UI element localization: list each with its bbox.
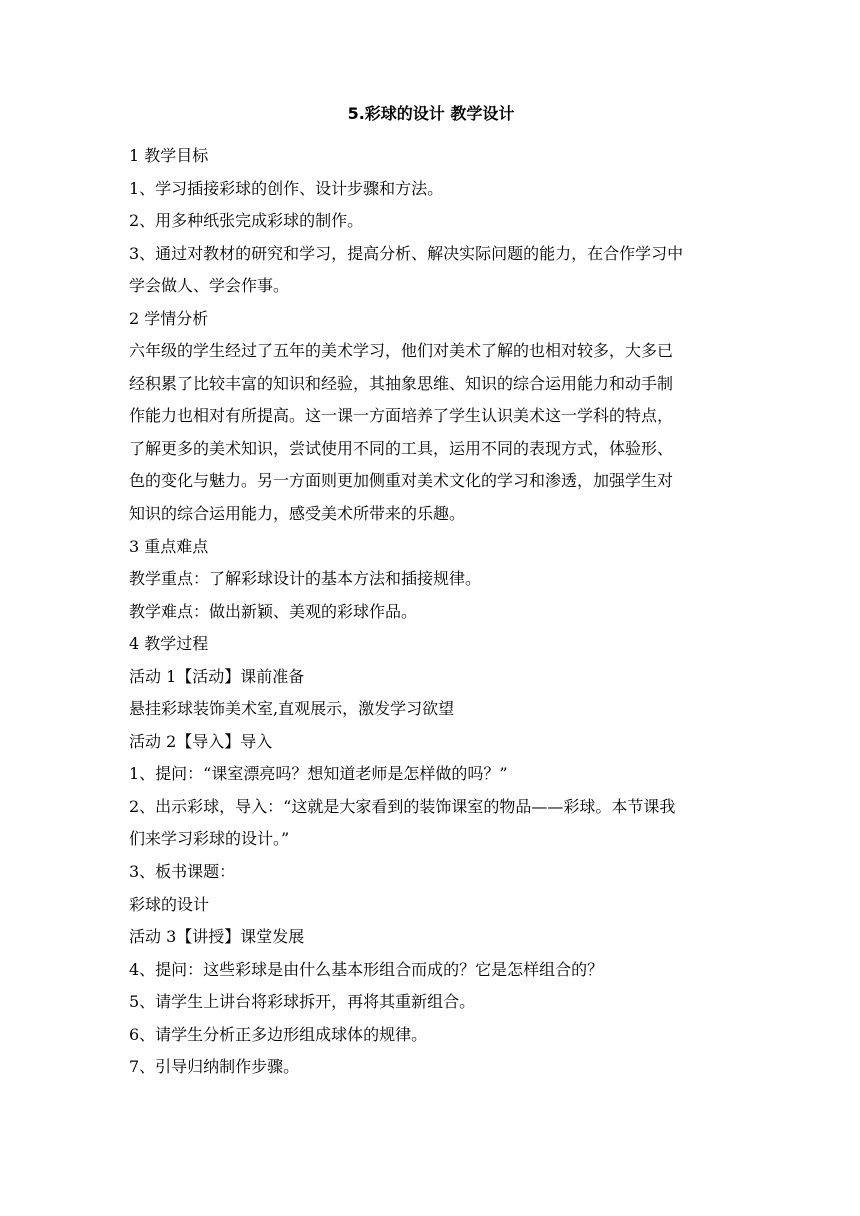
heading-teaching-process: 4 教学过程: [129, 634, 209, 654]
paragraph-line: 们来学习彩球的设计。”: [129, 829, 290, 849]
paragraph-line: 六年级的学生经过了五年的美术学习，他们对美术了解的也相对较多，大多已: [129, 341, 674, 361]
heading-student-analysis: 2 学情分析: [129, 308, 209, 328]
paragraph-line: 教学重点：了解彩球设计的基本方法和插接规律。: [129, 569, 482, 589]
paragraph-line: 色的变化与魅力。另一方面则更加侧重对美术文化的学习和渗透，加强学生对: [129, 471, 674, 491]
paragraph-line: 2、用多种纸张完成彩球的制作。: [129, 211, 364, 231]
paragraph-line: 1、提问：“课室漂亮吗？想知道老师是怎样做的吗？”: [129, 764, 508, 784]
paragraph-line: 3、通过对教材的研究和学习，提高分析、解决实际问题的能力，在合作学习中: [129, 243, 684, 263]
paragraph-line: 3、板书课题：: [129, 862, 236, 882]
paragraph-line: 4、提问：这些彩球是由什么基本形组合而成的？它是怎样组合的？: [129, 959, 604, 979]
document-title: 5.彩球的设计 教学设计: [347, 104, 515, 123]
activity-heading: 活动 2【导入】导入: [129, 731, 273, 751]
activity-heading: 活动 3【讲授】课堂发展: [129, 927, 305, 947]
paragraph-line: 2、出示彩球，导入：“这就是大家看到的装饰课室的物品——彩球。本节课我: [129, 796, 676, 816]
paragraph-line: 学会做人、学会作事。: [129, 276, 290, 296]
paragraph-line: 5、请学生上讲台将彩球拆开，再将其重新组合。: [129, 992, 476, 1012]
paragraph-line: 教学难点：做出新颖、美观的彩球作品。: [129, 601, 418, 621]
paragraph-line: 1、学习插接彩球的创作、设计步骤和方法。: [129, 178, 444, 198]
activity-heading: 活动 1【活动】课前准备: [129, 666, 305, 686]
heading-key-points: 3 重点难点: [129, 536, 209, 556]
paragraph-line: 经积累了比较丰富的知识和经验，其抽象思维、知识的综合运用能力和动手制: [129, 373, 674, 393]
document-body: [129, 140, 733, 1084]
paragraph-line: 6、请学生分析正多边形组成球体的规律。: [129, 1024, 428, 1044]
paragraph-line: 彩球的设计: [129, 894, 210, 914]
paragraph-line: 作能力也相对有所提高。这一课一方面培养了学生认识美术这一学科的特点，: [129, 406, 674, 426]
paragraph-line: 7、引导归纳制作步骤。: [129, 1057, 300, 1077]
paragraph-line: 知识的综合运用能力，感受美术所带来的乐趣。: [129, 504, 466, 524]
paragraph-line: 了解更多的美术知识，尝试使用不同的工具，运用不同的表现方式，体验形、: [129, 438, 674, 458]
heading-teaching-goals: 1 教学目标: [129, 146, 209, 165]
paragraph-line: 悬挂彩球装饰美术室,直观展示，激发学习欲望: [129, 699, 455, 719]
